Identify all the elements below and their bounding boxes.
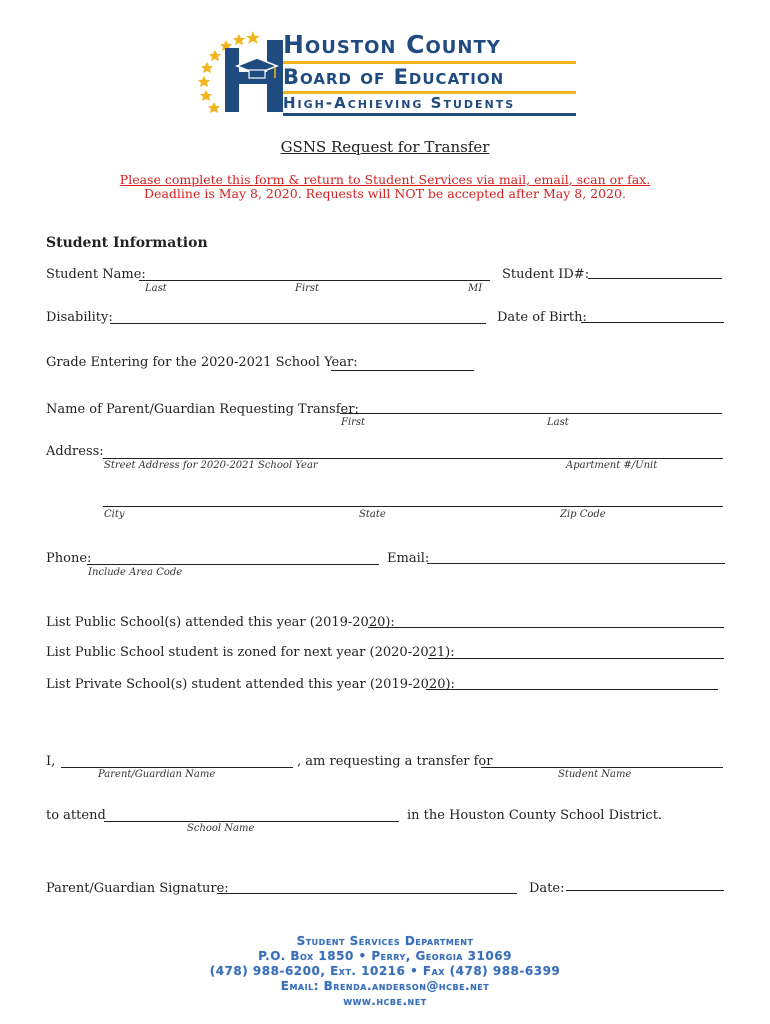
phone-label: Phone: <box>46 551 92 566</box>
phone-hint: Include Area Code <box>88 567 183 578</box>
state-hint: State <box>359 509 386 520</box>
grade-field[interactable] <box>331 370 474 371</box>
date-field[interactable] <box>566 890 724 891</box>
student-id-field[interactable] <box>588 278 722 279</box>
student-name-first-hint: First <box>295 283 320 294</box>
city-hint: City <box>104 509 125 520</box>
requesting-label: , am requesting a transfer for <box>297 754 493 769</box>
student-name-last-hint: Last <box>145 283 167 294</box>
footer-department: Student Services Department <box>296 934 474 948</box>
student-name-label: Student Name: <box>46 267 146 282</box>
grade-label: Grade Entering for the 2020-2021 School Year: <box>46 355 358 370</box>
zip-hint: Zip Code <box>560 509 606 520</box>
footer-email: Email: Brenda.anderson@hcbe.net <box>280 979 490 993</box>
dob-label: Date of Birth: <box>497 310 587 325</box>
parent-name-last-hint: Last <box>547 417 569 428</box>
school-attended-field[interactable] <box>368 627 724 628</box>
parent-name-label: Name of Parent/Guardian Requesting Transfer: <box>46 402 359 417</box>
instructions-line-2: Deadline is May 8, 2020. Requests will NOT be accepted after May 8, 2020. <box>144 186 626 201</box>
parent-guardian-name-field[interactable] <box>61 767 293 768</box>
disability-field[interactable] <box>110 323 486 324</box>
logo-line-3: High-Achieving Students <box>283 94 516 112</box>
dob-field[interactable] <box>581 322 724 323</box>
logo-line-2: Board of Education <box>283 65 505 89</box>
signature-field[interactable] <box>217 893 517 894</box>
private-school-field[interactable] <box>426 689 718 690</box>
school-zoned-label: List Public School student is zoned for next year (2020-2021): <box>46 645 455 660</box>
logo-line-1: Houston County <box>283 30 501 59</box>
district-label: in the Houston County School District. <box>407 808 663 823</box>
parent-name-first-hint: First <box>341 417 366 428</box>
logo-bar-3 <box>283 113 576 116</box>
street-address-hint: Street Address for 2020-2021 School Year <box>104 460 318 471</box>
email-field[interactable] <box>427 563 725 564</box>
district-logo <box>193 26 578 116</box>
disability-label: Disability: <box>46 310 113 325</box>
parent-name-field[interactable] <box>340 413 722 414</box>
student-name-transfer-field[interactable] <box>481 767 723 768</box>
i-label: I, <box>46 754 56 769</box>
footer-website: www.hcbe.net <box>343 994 427 1008</box>
address-label: Address: <box>46 444 104 459</box>
to-attend-label: to attend <box>46 808 106 823</box>
private-school-label: List Private School(s) student attended this year (2019-2020): <box>46 677 455 692</box>
parent-guardian-name-hint: Parent/Guardian Name <box>98 769 216 780</box>
school-name-hint: School Name <box>187 823 255 834</box>
signature-label: Parent/Guardian Signature: <box>46 881 229 896</box>
logo-emblem-icon <box>193 26 288 116</box>
student-id-label: Student ID#: <box>502 267 590 282</box>
phone-field[interactable] <box>87 564 379 565</box>
student-name-transfer-hint: Student Name <box>558 769 632 780</box>
street-address-field[interactable] <box>103 458 723 459</box>
section-heading: Student Information <box>46 235 208 251</box>
logo-bar-1 <box>283 61 576 64</box>
student-name-mi-hint: MI <box>468 283 483 294</box>
email-label: Email: <box>387 551 430 566</box>
footer-phone: (478) 988-6200, Ext. 10216 • Fax (478) 988-6399 <box>209 964 561 978</box>
school-zoned-field[interactable] <box>428 658 724 659</box>
student-name-field[interactable] <box>139 280 490 281</box>
instructions-line-1: Please complete this form & return to Student Services via mail, email, scan or fax. <box>119 172 651 187</box>
apartment-hint: Apartment #/Unit <box>566 460 658 471</box>
footer-address: P.O. Box 1850 • Perry, Georgia 31069 <box>258 949 512 963</box>
form-title: GSNS Request for Transfer <box>280 138 490 156</box>
school-attended-label: List Public School(s) attended this year (2019-2020): <box>46 615 395 630</box>
city-state-zip-field[interactable] <box>103 506 723 507</box>
school-name-field[interactable] <box>104 821 399 822</box>
date-label: Date: <box>529 881 565 896</box>
